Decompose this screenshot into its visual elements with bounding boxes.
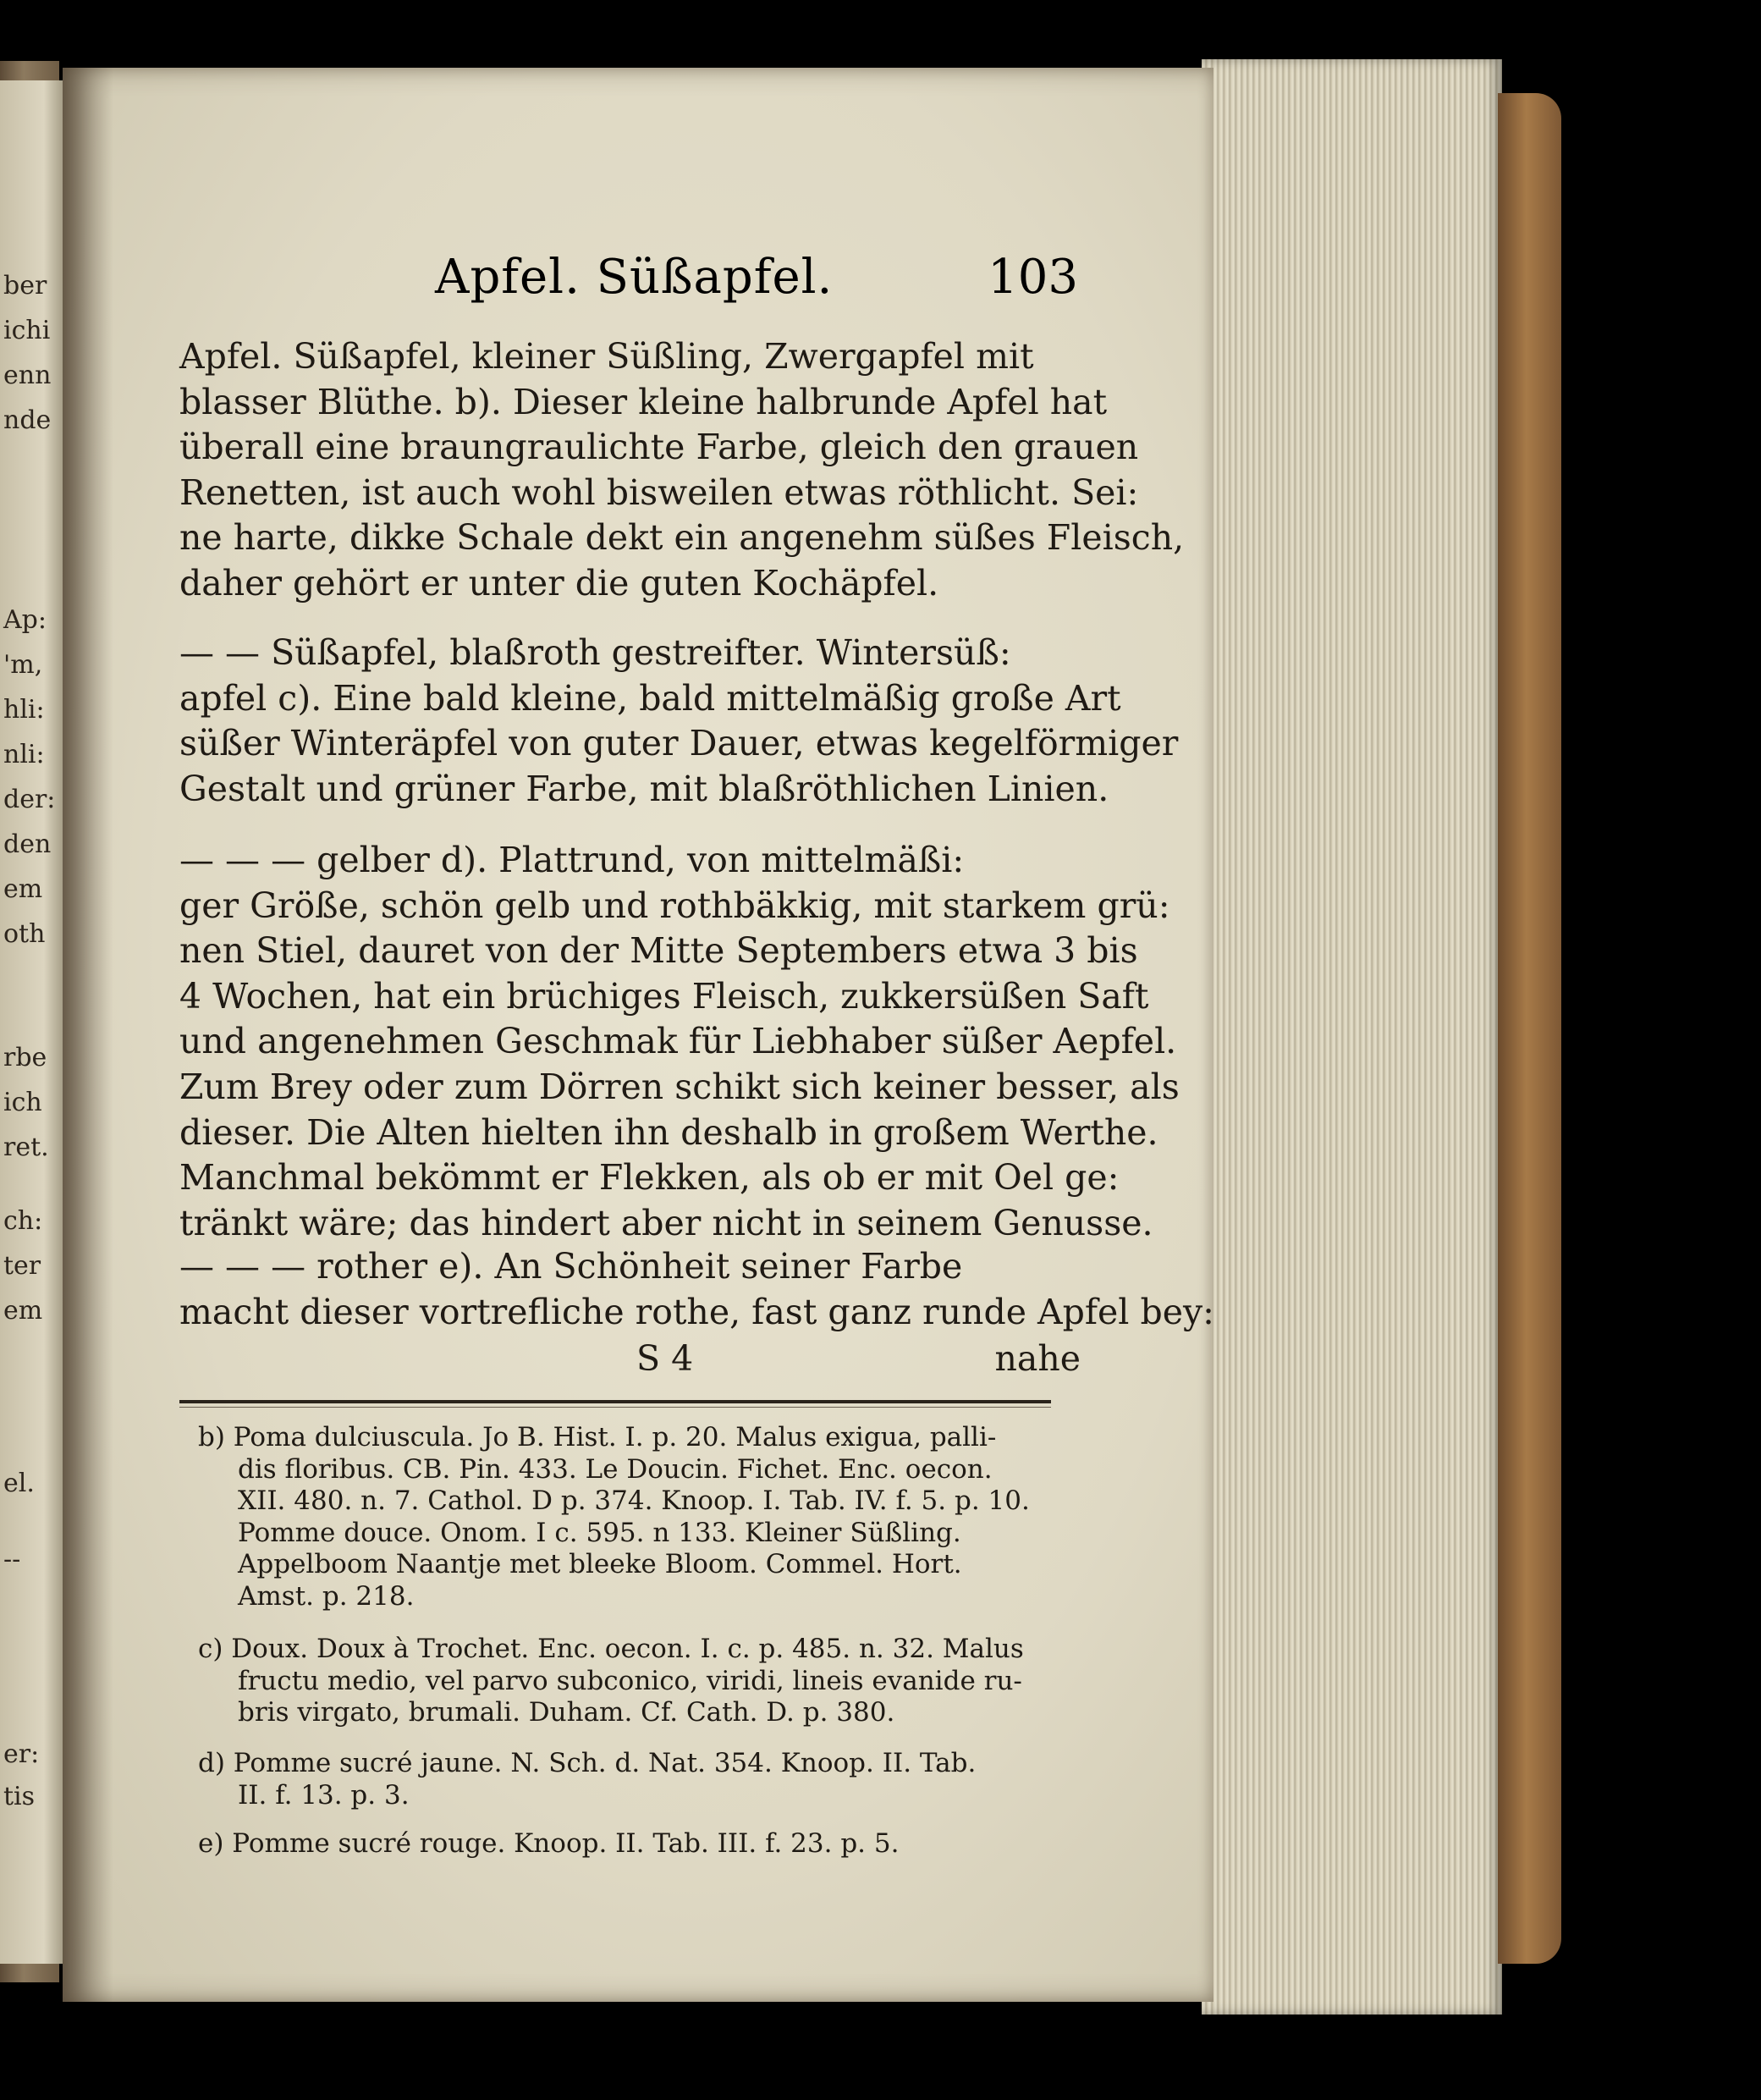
text-line: süßer Winteräpfel von guter Dauer, etwas kegelförmiger — [179, 723, 1179, 764]
entry-paragraph — [179, 334, 1185, 607]
text-line: macht dieser vortrefliche rothe, fast ganz runde Apfel bey: — [179, 1291, 1214, 1332]
back-cover-edge — [1498, 93, 1561, 1964]
margin-fragment: em — [3, 874, 43, 904]
running-head-title: Apfel. Süßapfel. — [435, 250, 834, 305]
text-line: Gestalt und grüner Farbe, mit blaßröthlichen Linien. — [179, 768, 1109, 809]
footnote-rule — [179, 1400, 1051, 1403]
running-header — [435, 250, 1078, 326]
footnote-d — [198, 1748, 1095, 1811]
margin-fragment: der: — [3, 785, 56, 814]
text-line: Zum Brey oder zum Dörren schikt sich keiner besser, als — [179, 1066, 1180, 1107]
text-line: dieser. Die Alten hielten ihn deshalb in großem Werthe. — [179, 1111, 1158, 1153]
margin-fragment: nli: — [3, 740, 45, 769]
footnote-line: fructu medio, vel parvo subconico, viridi, lineis evanide ru- — [238, 1665, 1022, 1696]
text-line: ne harte, dikke Schale dekt ein angenehm süßes Fleisch, — [179, 517, 1185, 559]
text-line: ger Größe, schön gelb und rothbäkkig, mit starkem grü: — [179, 885, 1170, 926]
margin-fragment: ch: — [3, 1206, 43, 1236]
margin-fragment: el. — [3, 1469, 35, 1498]
entry-paragraph — [179, 1244, 1214, 1335]
text-line: apfel c). Eine bald kleine, bald mittelmäßig große Art — [179, 677, 1121, 719]
text-line: daher gehört er unter die guten Kochäpfel. — [179, 562, 939, 604]
footnote-line: c) Doux. Doux à Trochet. Enc. oecon. I. c. p. 485. n. 32. Malus — [198, 1634, 1024, 1664]
text-line: blasser Blüthe. b). Dieser kleine halbrunde Apfel hat — [179, 381, 1108, 422]
entry-paragraph — [179, 838, 1180, 1246]
footnote-line: XII. 480. n. 7. Cathol. D p. 374. Knoop. I. Tab. IV. f. 5. p. 10. — [238, 1485, 1030, 1516]
footnote-line: II. f. 13. p. 3. — [238, 1779, 410, 1811]
margin-fragment: rbe — [3, 1043, 47, 1072]
footnote-line: bris virgato, brumali. Duham. Cf. Cath. D. p. 380. — [238, 1697, 895, 1728]
text-line: Apfel. Süßapfel, kleiner Süßling, Zwergapfel mit — [179, 336, 1034, 377]
book-page — [63, 68, 1213, 2002]
footnote-b — [198, 1422, 1095, 1612]
footnote-line: Appelboom Naantje met bleeke Bloom. Commel. Hort. — [238, 1549, 962, 1579]
text-line: tränkt wäre; das hindert aber nicht in seinem Genusse. — [179, 1202, 1153, 1243]
page-number: 103 — [988, 250, 1078, 305]
margin-fragment: ter — [3, 1251, 41, 1281]
text-line: Renetten, ist auch wohl bisweilen etwas röthlicht. Sei: — [179, 471, 1139, 513]
entry-paragraph — [179, 631, 1179, 812]
margin-fragment: er: — [3, 1739, 40, 1769]
margin-fragment: 'm, — [3, 650, 43, 680]
text-line: Manchmal bekömmt er Flekken, als ob er mit Oel ge: — [179, 1157, 1120, 1199]
margin-fragment: ichi — [3, 316, 51, 345]
gutter-shadow — [63, 68, 113, 2002]
footnote-line: Amst. p. 218. — [238, 1580, 415, 1612]
footnote-line: e) Pomme sucré rouge. Knoop. II. Tab. III. f. 23. p. 5. — [198, 1828, 900, 1859]
footnote-c — [198, 1634, 1095, 1729]
previous-page-edge — [0, 80, 63, 1964]
margin-fragment: enn — [3, 361, 52, 390]
footnote-line: Pomme douce. Onom. I c. 595. n 133. Kleiner Süßling. — [238, 1517, 961, 1548]
margin-fragment: ber — [3, 271, 47, 300]
text-line: überall eine braungraulichte Farbe, gleich den grauen — [179, 427, 1139, 468]
catchword: nahe — [994, 1338, 1081, 1379]
text-line: — — — rother e). An Schönheit seiner Farbe — [179, 1246, 963, 1287]
footnote-e — [198, 1828, 1095, 1860]
margin-fragment: den — [3, 830, 52, 859]
text-line: nen Stiel, dauret von der Mitte Septembers etwa 3 bis — [179, 930, 1138, 972]
margin-fragment: oth — [3, 919, 46, 949]
text-line: — — Süßapfel, blaßroth gestreifter. Wintersüß: — [179, 632, 1011, 673]
margin-fragment: Ap: — [3, 605, 47, 635]
margin-fragment: ret. — [3, 1133, 49, 1162]
signature-mark: S 4 — [636, 1338, 694, 1379]
margin-fragment: em — [3, 1296, 43, 1326]
margin-fragment: nde — [3, 405, 52, 435]
margin-fragment: ich — [3, 1088, 42, 1117]
text-line: und angenehmen Geschmak für Liebhaber süßer Aepfel. — [179, 1021, 1177, 1062]
margin-fragment: hli: — [3, 695, 45, 725]
footnote-line: b) Poma dulciuscula. Jo B. Hist. I. p. 20. Malus exigua, palli- — [198, 1422, 997, 1452]
text-line: 4 Wochen, hat ein brüchiges Fleisch, zukkersüßen Saft — [179, 975, 1149, 1017]
signature-line — [179, 1336, 1081, 1381]
footnote-line: d) Pomme sucré jaune. N. Sch. d. Nat. 354. Knoop. II. Tab. — [198, 1748, 977, 1778]
footnote-rule-thin — [179, 1407, 1051, 1408]
margin-fragment: tis — [3, 1782, 36, 1811]
text-line: — — — gelber d). Plattrund, von mittelmäßi: — [179, 840, 965, 880]
page-block-edges — [1202, 59, 1502, 2015]
margin-fragment: -- — [3, 1545, 21, 1574]
footnote-line: dis floribus. CB. Pin. 433. Le Doucin. Fichet. Enc. oecon. — [238, 1453, 993, 1485]
